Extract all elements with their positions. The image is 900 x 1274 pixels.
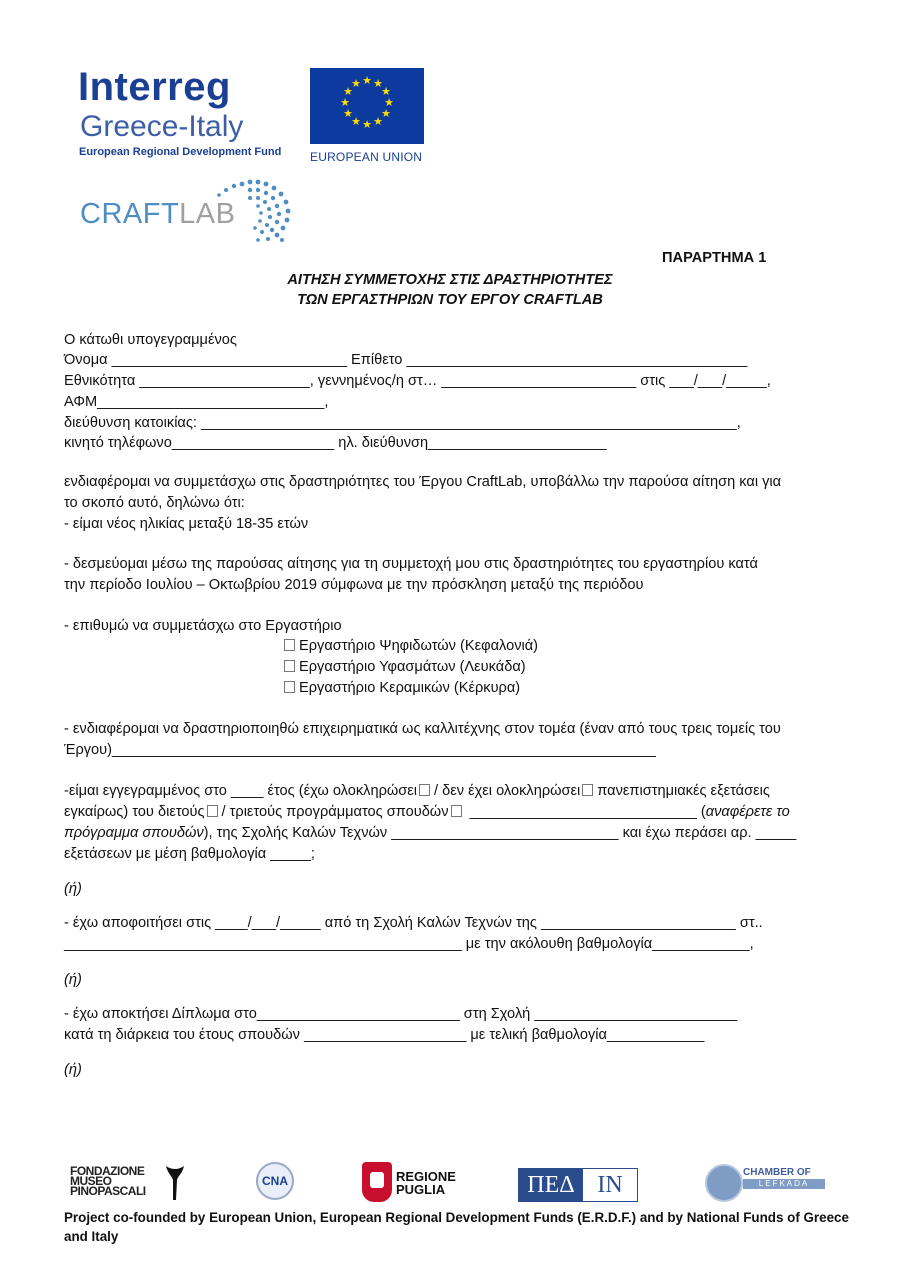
craftlab-wordmark: CRAFTLAB xyxy=(80,198,236,230)
intro-text: Ο κάτωθι υπογεγραμμένος xyxy=(64,332,237,348)
funding-note-line1: Project co-founded by European Union, European Regional Development Funds (E.R.D.F.) and by National Funds of Greece xyxy=(64,1210,849,1225)
svg-text:★: ★ xyxy=(351,115,361,128)
checkbox-icon[interactable] xyxy=(284,660,295,672)
checkbox-icon[interactable] xyxy=(207,805,218,817)
paragraph-interest: ενδιαφέρομαι να συμμετάσχω στις δραστηριότητες του Έργου CraftLab, υποβάλλω την παρούσα αίτηση και για xyxy=(64,474,782,490)
svg-text:★: ★ xyxy=(343,85,353,98)
graduation-line1: - έχω αποφοιτήσει στις ____/___/_____ από τη Σχολή Καλών Τεχνών της ________________________ στ.. xyxy=(64,915,763,931)
workshop-choice-label: - επιθυμώ να συμμετάσχω στο Εργαστήριο xyxy=(64,618,342,634)
craftlab-logo xyxy=(80,176,292,244)
checkbox-icon[interactable] xyxy=(582,784,593,796)
puglia-crest-icon xyxy=(362,1162,392,1202)
chamber-seal-icon xyxy=(705,1164,743,1202)
svg-text:★: ★ xyxy=(340,96,350,109)
age-declaration: - είμαι νέος ηλικίας μεταξύ 18-35 ετών xyxy=(64,516,309,532)
svg-text:★: ★ xyxy=(362,118,372,131)
enrollment-line3: πρόγραμμα σπουδών), της Σχολής Καλών Τεχνών ____________________________ και έχω περάσει αρ. _____ xyxy=(64,825,797,841)
interreg-subtitle: Greece-Italy xyxy=(80,110,244,143)
phone-email-line: κινητό τηλέφωνο____________________ ηλ. διεύθυνση______________________ xyxy=(64,435,607,451)
pedin-logo: ΠΕΔ ΙΝ xyxy=(518,1168,638,1202)
whale-tail-icon xyxy=(164,1164,186,1202)
address-line: διεύθυνση κατοικίας: __________________________________________________________________, xyxy=(64,415,741,431)
workshop-option-ceramics[interactable]: Εργαστήριο Κεραμικών (Κέρκυρα) xyxy=(282,678,520,699)
diploma-line2: κατά τη διάρκεια του έτους σπουδών ____________________ με τελική βαθμολογία____________ xyxy=(64,1027,705,1043)
cna-logo: CNA xyxy=(256,1162,294,1200)
funding-note-line2: and Italy xyxy=(64,1229,119,1244)
interreg-fund: European Regional Development Fund xyxy=(79,146,282,158)
svg-text:★: ★ xyxy=(381,85,391,98)
museo-pinopascali-logo: FONDAZIONE MUSEO PINOPASCALI xyxy=(70,1164,146,1198)
svg-text:★: ★ xyxy=(351,77,361,90)
annex-label: ΠΑΡΑΡΤΗΜΑ 1 xyxy=(662,250,767,266)
checkbox-icon[interactable] xyxy=(284,639,295,651)
enrollment-line4: εξετάσεων με μέση βαθμολογία _____; xyxy=(64,846,315,862)
workshop-option-mosaic[interactable]: Εργαστήριο Ψηφιδωτών (Κεφαλονιά) xyxy=(282,636,538,657)
or-separator: (ή) xyxy=(64,881,82,897)
workshop-option-textiles[interactable]: Εργαστήριο Υφασμάτων (Λευκάδα) xyxy=(282,657,526,678)
eu-flag-icon xyxy=(310,68,424,144)
name-surname-line: Όνομα _____________________________ Επίθετο __________________________________________ xyxy=(64,352,748,368)
svg-text:★: ★ xyxy=(381,107,391,120)
form-title-line2: ΤΩΝ ΕΡΓΑΣΤΗΡΙΩΝ ΤΟΥ ΕΡΓΟΥ CRAFTLAB xyxy=(297,292,603,308)
checkbox-icon[interactable] xyxy=(284,681,295,693)
commitment-line2: την περίοδο Ιουλίου – Οκτωβρίου 2019 σύμφωνα με την πρόσκληση μεταξύ της περιόδου xyxy=(64,577,644,593)
diploma-line1: - έχω αποκτήσει Δίπλωμα στο_________________________ στη Σχολή _________________________ xyxy=(64,1006,738,1022)
enrollment-line2: εγκαίρως) του διετούς / τριετούς προγράμματος σπουδών ____________________________ (αναφέρετε το xyxy=(64,804,790,820)
svg-text:★: ★ xyxy=(343,107,353,120)
commitment-line1: - δεσμεύομαι μέσω της παρούσας αίτησης για τη συμμετοχή μου στις δραστηριότητες του εργαστηρίου κατά xyxy=(64,556,758,572)
or-separator: (ή) xyxy=(64,972,82,988)
graduation-line2: _________________________________________________ με την ακόλουθη βαθμολογία____________, xyxy=(64,936,754,952)
form-title-line1: ΑΙΤΗΣΗ ΣΥΜΜΕΤΟΧΗΣ ΣΤΙΣ ΔΡΑΣΤΗΡΙΟΤΗΤΕΣ xyxy=(287,272,613,288)
svg-text:★: ★ xyxy=(384,96,394,109)
sector-line2: Έργου)___________________________________________________________________ xyxy=(64,742,656,758)
tax-id-line: ΑΦΜ____________________________, xyxy=(64,394,329,410)
nationality-birth-line: Εθνικότητα _____________________, γεννημένος/η στ… ________________________ στις ___/___/_____, xyxy=(64,373,771,389)
svg-text:★: ★ xyxy=(362,74,372,87)
svg-text:★: ★ xyxy=(373,115,383,128)
paragraph-interest-cont: το σκοπό αυτό, δηλώνω ότι: xyxy=(64,495,245,511)
interreg-logo xyxy=(78,64,298,160)
checkbox-icon[interactable] xyxy=(419,784,430,796)
eu-logo xyxy=(310,68,424,164)
sector-line1: - ενδιαφέρομαι να δραστηριοποιηθώ επιχειρηματικά ως καλλιτέχνης στον τομέα (έναν από τους τρεις τομείς του xyxy=(64,721,781,737)
svg-text:★: ★ xyxy=(373,77,383,90)
enrollment-line1: -είμαι εγγεγραμμένος στο ____ έτος (έχω ολοκληρώσει / δεν έχει ολοκληρώσει πανεπιστημιακές εξετάσεις xyxy=(64,783,770,799)
or-separator: (ή) xyxy=(64,1062,82,1078)
checkbox-icon[interactable] xyxy=(451,805,462,817)
interreg-wordmark: Interreg xyxy=(78,65,231,109)
eu-caption: EUROPEAN UNION xyxy=(310,150,423,164)
